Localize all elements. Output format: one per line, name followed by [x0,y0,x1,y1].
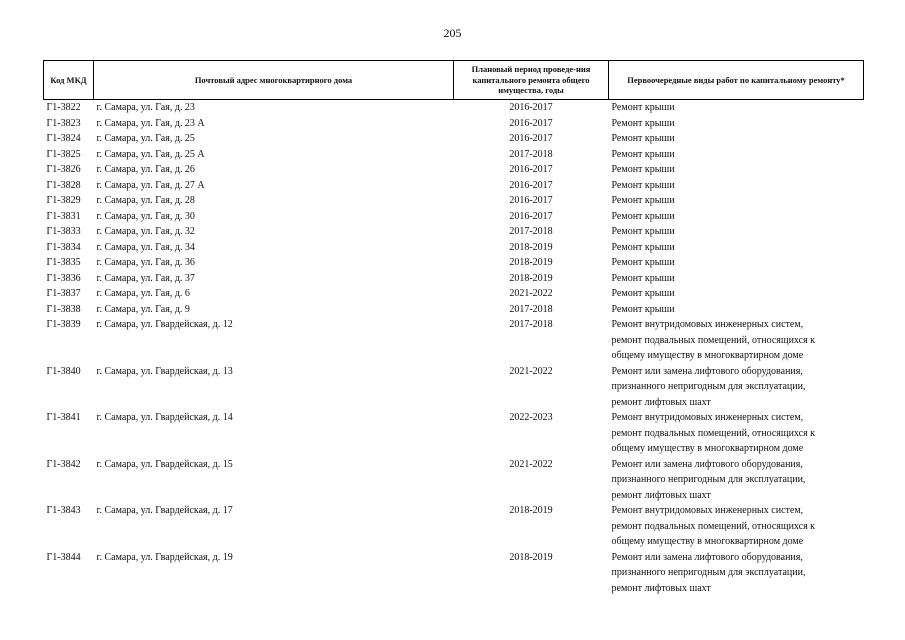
row-code: Г1-3838 [46,303,81,315]
page-number: 205 [443,26,462,40]
row-works [609,147,864,163]
row-code: Г1-3843 [46,505,81,516]
row-period: 2021-2022 [509,458,553,470]
row-period: 2017-2018 [509,148,553,160]
work-line: Ремонт крыши [611,148,675,160]
row-address: г. Самара, ул. Гая, д. 26 [96,164,195,175]
row-address: г. Самара, ул. Гая, д. 23 [96,102,195,113]
table-row [44,302,864,318]
row-code: Г1-3844 [46,551,81,563]
work-line: ремонт лифтовых шахт [611,582,711,594]
row-address: г. Самара, ул. Гвардейская, д. 17 [96,505,233,516]
work-line: ремонт подвальных помещений, относящихся к [611,427,816,439]
row-works [609,457,864,504]
row-code: Г1-3835 [46,257,81,268]
row-code: Г1-3834 [46,241,81,253]
row-period: 2016-2017 [509,210,553,222]
table-row [44,224,864,240]
row-code: Г1-3837 [46,288,81,299]
row-code: Г1-3829 [46,195,81,206]
header-period: Плановый период проведе-ния капитального ремонта общего имущества, годы [454,61,609,100]
row-code: Г1-3836 [46,272,81,284]
row-period: 2018-2019 [509,241,553,253]
row-period: 2021-2022 [509,288,553,299]
row-works [609,162,864,178]
row-works [609,410,864,457]
row-works [609,240,864,256]
work-line: ремонт подвальных помещений, относящихся к [611,334,816,346]
work-line: Ремонт крыши [611,117,675,129]
table-row [44,410,864,457]
row-code: Г1-3825 [46,148,81,160]
row-works [609,209,864,225]
row-works [609,550,864,597]
row-code: Г1-3822 [46,102,81,113]
row-address: г. Самара, ул. Гвардейская, д. 19 [96,551,233,563]
row-code: Г1-3833 [46,226,81,237]
work-line: Ремонт крыши [611,210,675,222]
table-row [44,255,864,271]
table-row [44,364,864,411]
row-period: 2018-2019 [509,272,553,284]
row-period: 2016-2017 [509,164,553,175]
row-works [609,178,864,194]
work-line: Ремонт или замена лифтового оборудования, [611,365,803,377]
row-address: г. Самара, ул. Гвардейская, д. 15 [96,458,233,470]
row-period: 2016-2017 [509,102,553,113]
table-header [44,61,864,100]
table-row [44,147,864,163]
row-address: г. Самара, ул. Гая, д. 23 А [96,117,205,129]
row-works [609,193,864,209]
row-period: 2017-2018 [509,303,553,315]
row-works [609,131,864,147]
table-row [44,240,864,256]
table-row [44,116,864,132]
work-line: признанного непригодным для эксплуатации, [611,474,806,485]
row-period: 2017-2018 [509,319,553,330]
row-period: 2016-2017 [509,117,553,129]
work-line: Ремонт или замена лифтового оборудования, [611,458,803,470]
row-code: Г1-3840 [46,365,81,377]
row-address: г. Самара, ул. Гвардейская, д. 13 [96,365,233,377]
work-line: Ремонт крыши [611,272,675,284]
table-body [44,100,864,597]
work-line: ремонт лифтовых шахт [611,396,711,408]
row-period: 2021-2022 [509,365,553,377]
work-line: Ремонт внутридомовых инженерных систем, [611,319,804,330]
table-row [44,178,864,194]
work-line: Ремонт крыши [611,241,675,253]
work-line: ремонт лифтовых шахт [611,489,711,501]
row-code: Г1-3828 [46,179,81,191]
row-code: Г1-3841 [46,412,81,423]
row-works [609,503,864,550]
row-address: г. Самара, ул. Гая, д. 37 [96,272,195,284]
row-works [609,364,864,411]
work-line: Ремонт внутридомовых инженерных систем, [611,505,804,516]
row-code: Г1-3826 [46,164,81,175]
work-line: общему имуществу в многоквартирном доме [611,350,804,361]
work-line: Ремонт крыши [611,226,675,237]
work-line: признанного непригодным для эксплуатации, [611,381,806,392]
header-address: Почтовый адрес многоквартирного дома [94,61,454,100]
work-line: Ремонт крыши [611,179,675,191]
row-address: г. Самара, ул. Гая, д. 6 [96,288,190,299]
row-address: г. Самара, ул. Гая, д. 32 [96,226,195,237]
row-works [609,255,864,271]
row-works [609,100,864,116]
work-line: Ремонт крыши [611,102,675,113]
table-row [44,162,864,178]
row-address: г. Самара, ул. Гая, д. 25 А [96,148,205,160]
work-line: Ремонт внутридомовых инженерных систем, [611,412,804,423]
row-period: 2016-2017 [509,133,553,144]
table-row [44,286,864,302]
work-line: Ремонт крыши [611,288,675,299]
table-row [44,193,864,209]
row-period: 2016-2017 [509,195,553,206]
row-code: Г1-3842 [46,458,81,470]
work-line: общему имуществу в многоквартирном доме [611,443,804,454]
row-address: г. Самара, ул. Гая, д. 30 [96,210,195,222]
row-period: 2017-2018 [509,226,553,237]
row-works [609,317,864,364]
row-address: г. Самара, ул. Гая, д. 28 [96,195,195,206]
row-code: Г1-3823 [46,117,81,129]
table-row [44,503,864,550]
row-period: 2018-2019 [509,551,553,563]
work-line: Ремонт крыши [611,164,675,175]
work-line: общему имуществу в многоквартирном доме [611,536,804,547]
work-line: ремонт подвальных помещений, относящихся к [611,520,816,532]
row-period: 2016-2017 [509,179,553,191]
row-code: Г1-3831 [46,210,81,222]
table-row [44,550,864,597]
table-row [44,457,864,504]
row-code: Г1-3839 [46,319,81,330]
row-period: 2018-2019 [509,505,553,516]
row-period: 2018-2019 [509,257,553,268]
table-row [44,209,864,225]
header-code: Код МКД [44,61,94,100]
row-address: г. Самара, ул. Гвардейская, д. 12 [96,319,233,330]
row-works [609,224,864,240]
table-row [44,317,864,364]
row-works [609,271,864,287]
row-address: г. Самара, ул. Гая, д. 36 [96,257,195,268]
work-line: Ремонт крыши [611,195,675,206]
row-works [609,286,864,302]
row-period: 2022-2023 [509,412,553,423]
work-line: Ремонт крыши [611,303,675,315]
work-line: Ремонт крыши [611,133,675,144]
row-address: г. Самара, ул. Гвардейская, д. 14 [96,412,233,423]
work-line: Ремонт крыши [611,257,675,268]
registry-table [43,60,864,596]
row-works [609,302,864,318]
table-row [44,100,864,116]
row-address: г. Самара, ул. Гая, д. 9 [96,303,190,315]
row-code: Г1-3824 [46,133,81,144]
row-address: г. Самара, ул. Гая, д. 34 [96,241,195,253]
work-line: Ремонт или замена лифтового оборудования, [611,551,803,563]
work-line: признанного непригодным для эксплуатации, [611,567,806,578]
row-works [609,116,864,132]
row-address: г. Самара, ул. Гая, д. 27 А [96,179,205,191]
header-works: Первоочередные виды работ по капитальному ремонту* [609,61,864,100]
table-row [44,271,864,287]
row-address: г. Самара, ул. Гая, д. 25 [96,133,195,144]
table-row [44,131,864,147]
